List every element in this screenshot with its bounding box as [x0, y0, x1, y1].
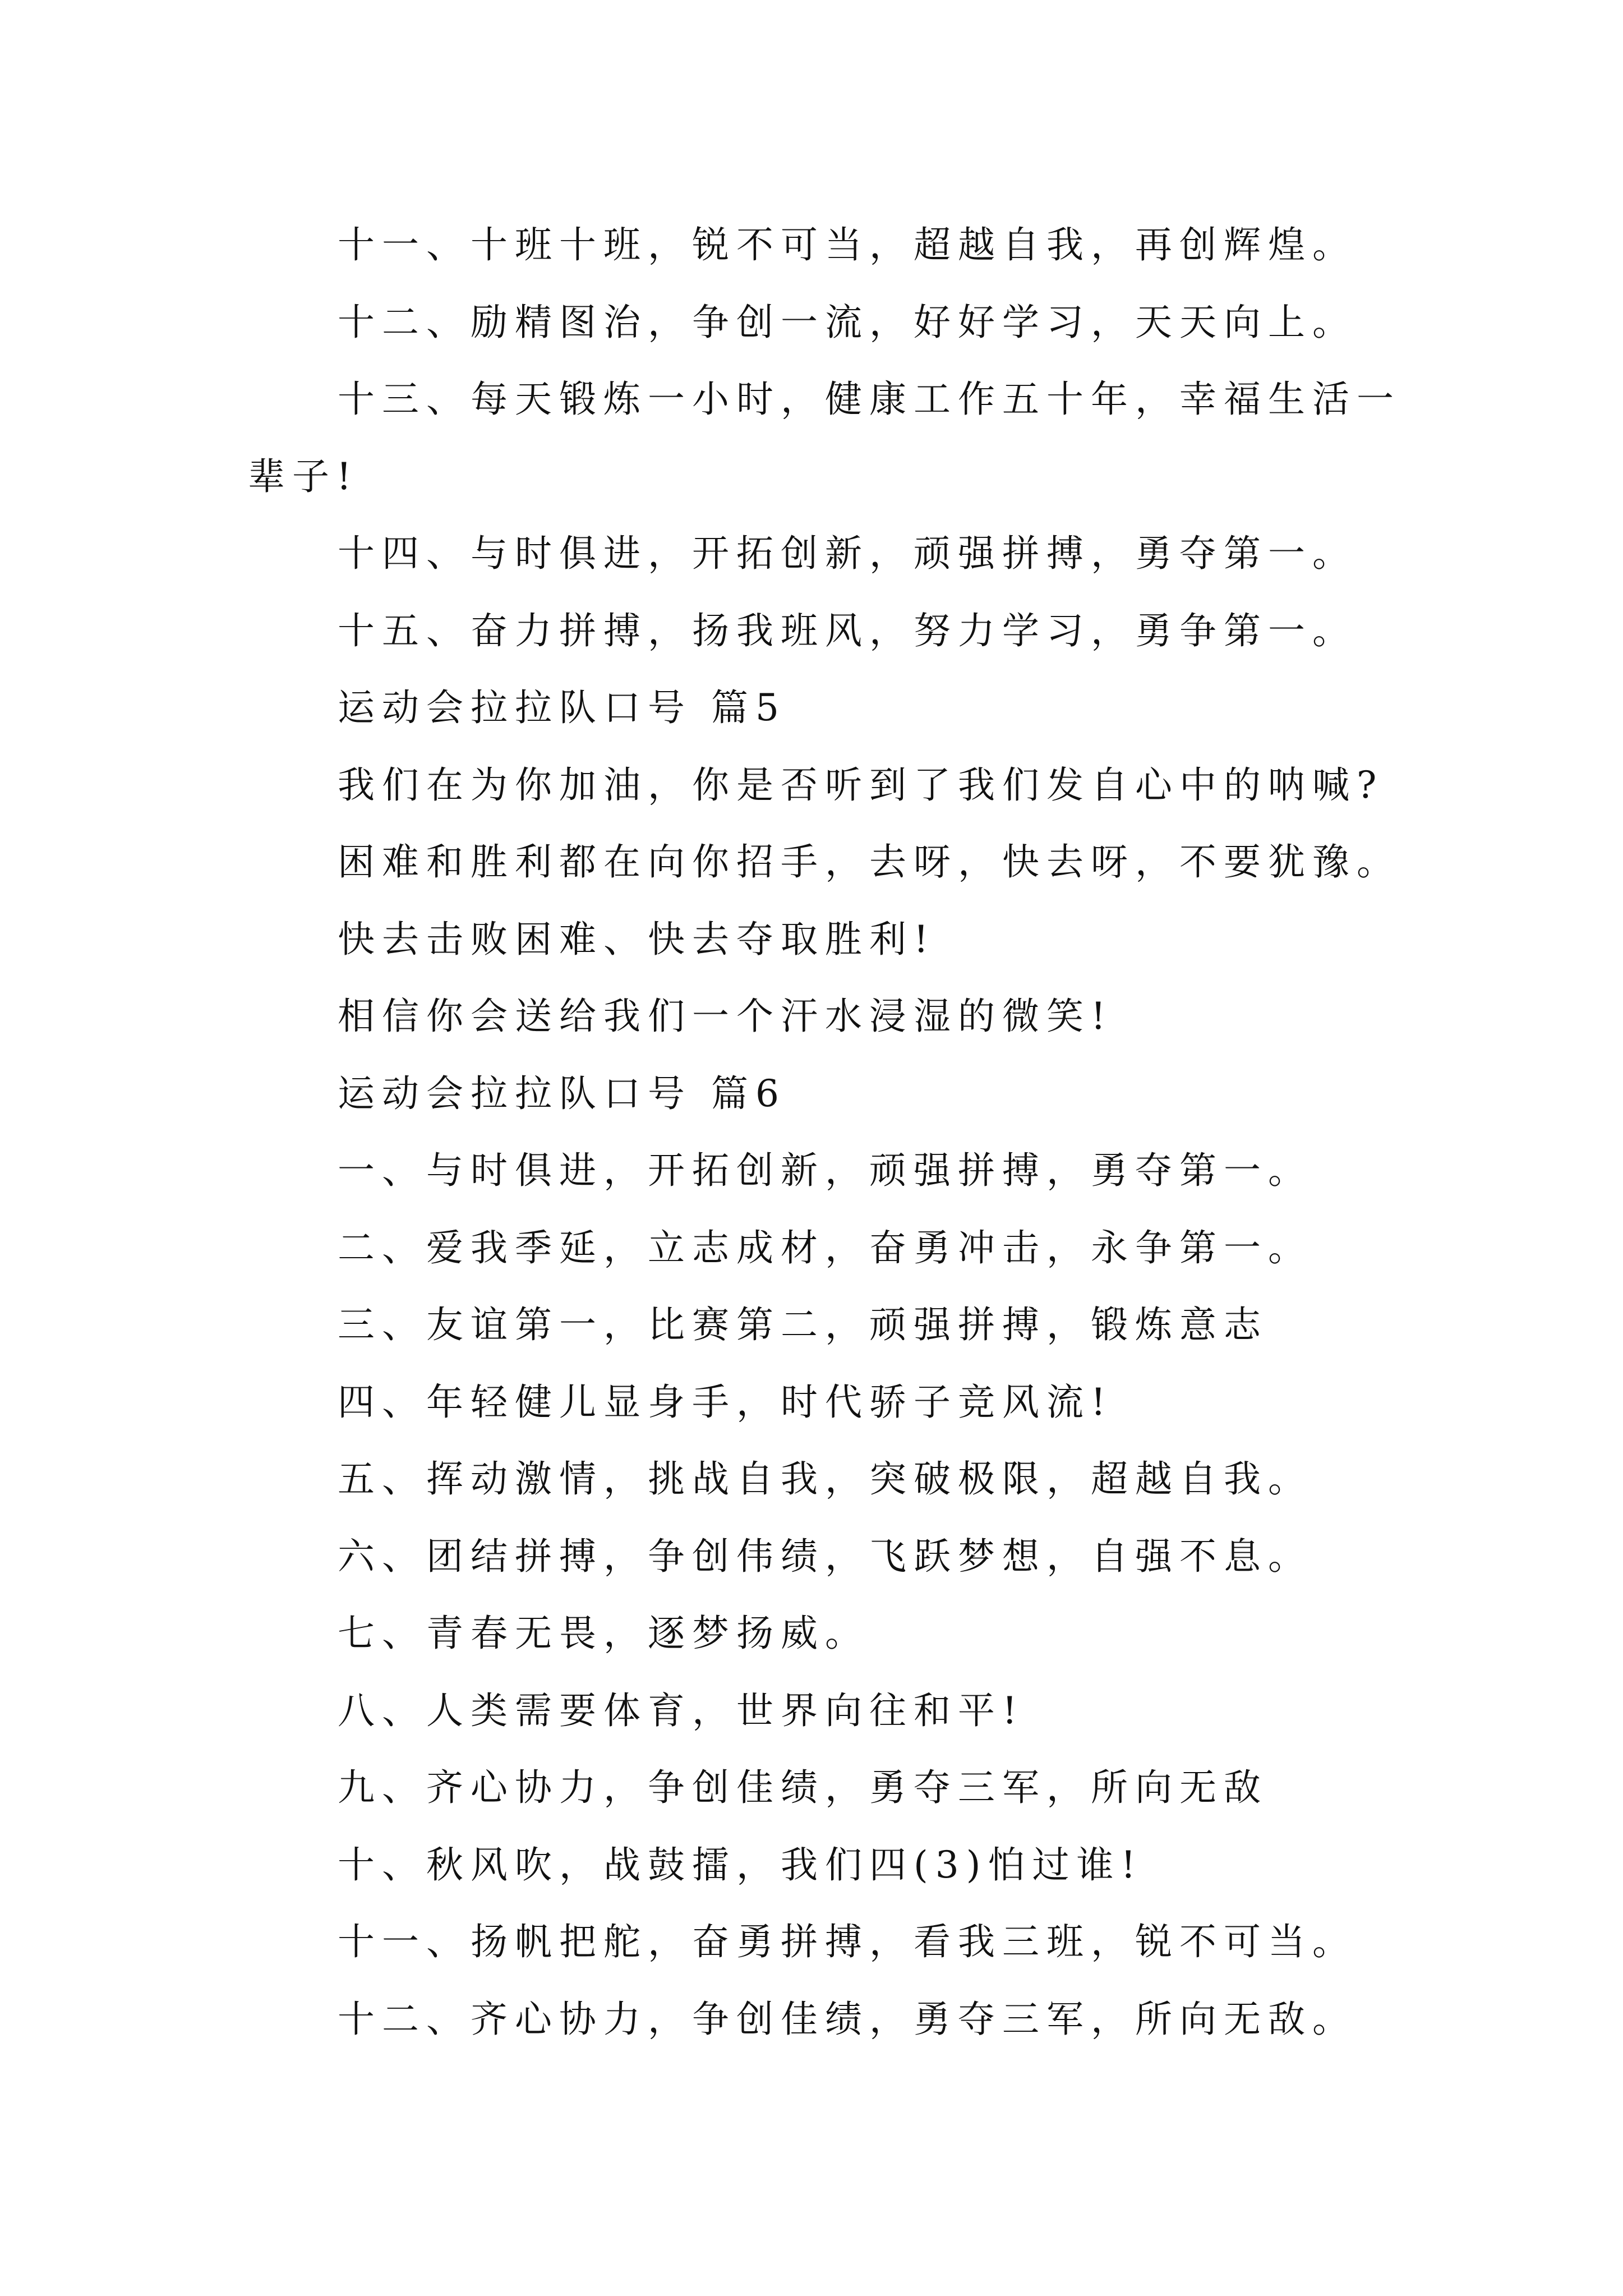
slogan-line: 十、秋风吹，战鼓擂，我们四(3)怕过谁!: [338, 1843, 1144, 1887]
slogan-line: 五、挥动激情，挑战自我，突破极限，超越自我。: [338, 1457, 1312, 1501]
slogan-line: 八、人类需要体育，世界向往和平!: [338, 1688, 1025, 1732]
paragraph-line: 困难和胜利都在向你招手，去呀，快去呀，不要犹豫。: [338, 840, 1401, 884]
slogan-line: 七、青春无畏，逐梦扬威。: [338, 1612, 869, 1655]
slogan-line: 十二、励精图治，争创一流，好好学习，天天向上。: [338, 300, 1357, 344]
slogan-line-continuation: 辈子!: [248, 454, 359, 498]
slogan-line: 十一、扬帆把舵，奋勇拼搏，看我三班，锐不可当。: [338, 1920, 1357, 1963]
slogan-line: 二、爱我季延，立志成材，奋勇冲击，永争第一。: [338, 1226, 1312, 1269]
slogan-line: 六、团结拼搏，争创伟绩，飞跃梦想，自强不息。: [338, 1534, 1312, 1578]
slogan-line: 四、年轻健儿显身手，时代骄子竞风流!: [338, 1380, 1113, 1424]
slogan-line: 一、与时俱进，开拓创新，顽强拼搏，勇夺第一。: [338, 1149, 1312, 1192]
section-heading: 运动会拉拉队口号 篇6: [338, 1071, 786, 1115]
paragraph-line: 我们在为你加油，你是否听到了我们发自心中的呐喊?: [338, 763, 1384, 807]
slogan-line: 十一、十班十班，锐不可当，超越自我，再创辉煌。: [338, 223, 1357, 266]
paragraph-line: 相信你会送给我们一个汗水浸湿的微笑!: [338, 995, 1113, 1038]
document-body: [248, 206, 1431, 2058]
slogan-line: 十五、奋力拼搏，扬我班风，努力学习，勇争第一。: [338, 609, 1357, 652]
paragraph-line: 快去击败困难、快去夺取胜利!: [338, 917, 936, 961]
slogan-line: 十四、与时俱进，开拓创新，顽强拼搏，勇夺第一。: [338, 532, 1357, 575]
slogan-line: 三、友谊第一，比赛第二，顽强拼搏，锻炼意志: [338, 1303, 1268, 1346]
slogan-line: 九、齐心协力，争创佳绩，勇夺三军，所向无敌: [338, 1766, 1268, 1809]
slogan-line: 十二、齐心协力，争创佳绩，勇夺三军，所向无敌。: [338, 1997, 1357, 2041]
slogan-line: 十三、每天锻炼一小时，健康工作五十年，幸福生活一: [338, 378, 1401, 421]
section-heading: 运动会拉拉队口号 篇5: [338, 686, 786, 729]
